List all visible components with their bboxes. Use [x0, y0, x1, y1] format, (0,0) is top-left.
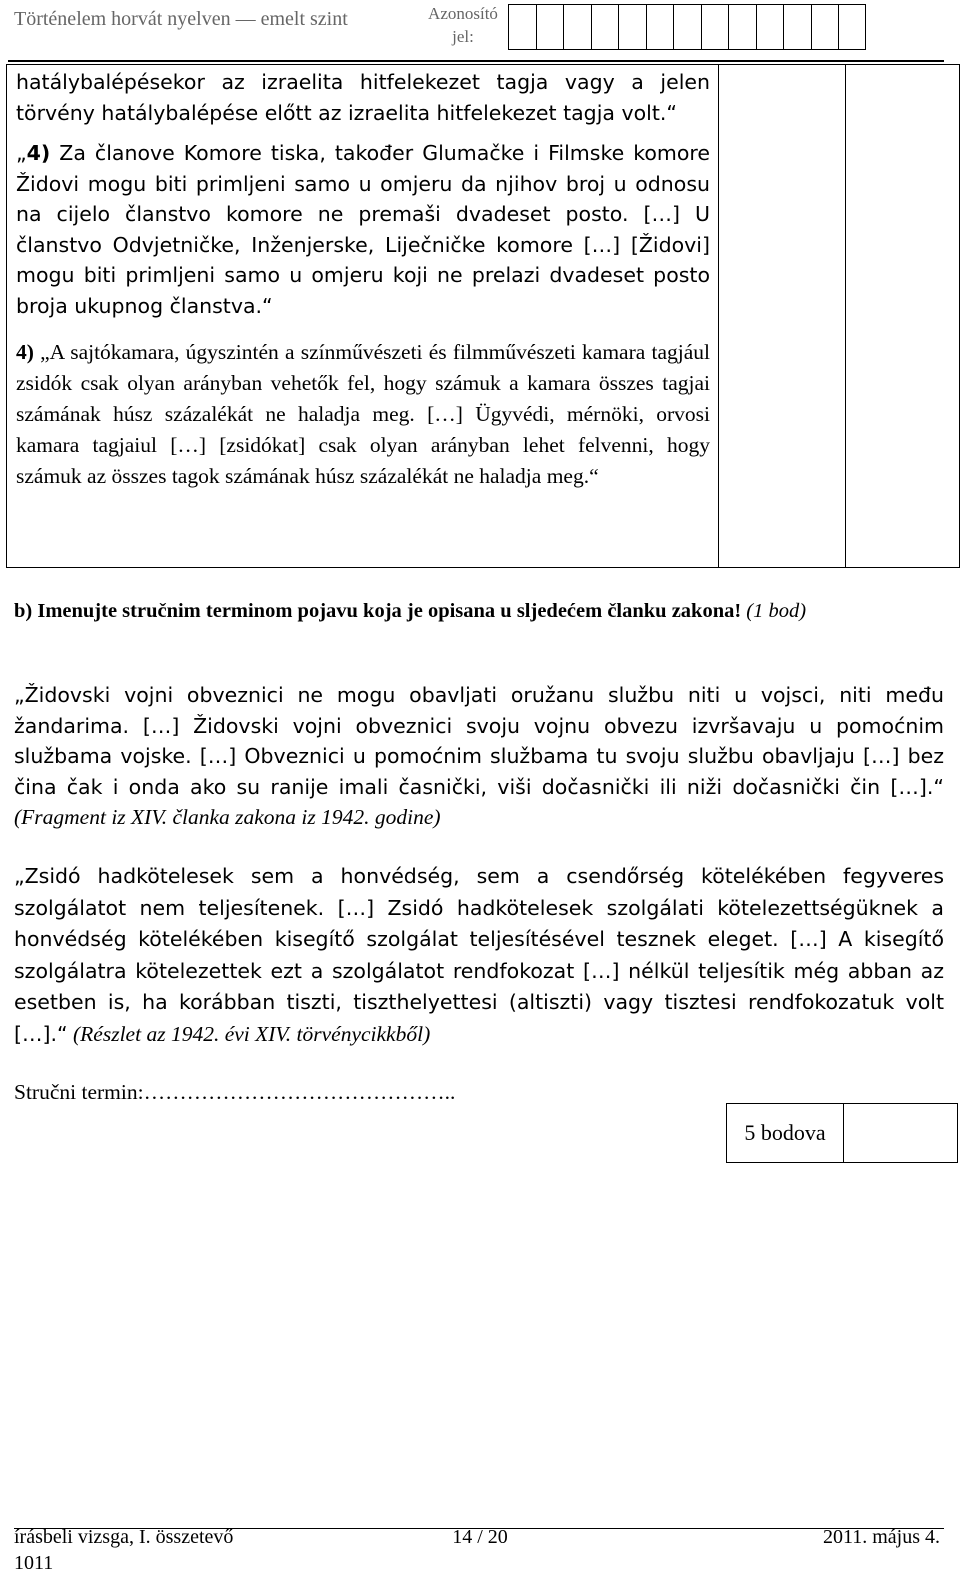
id-box[interactable] [563, 4, 591, 50]
footer-exam: írásbeli vizsga, I. összetevő [14, 1526, 234, 1548]
score-box [726, 1103, 958, 1163]
score-label: 5 bodova [727, 1104, 844, 1162]
id-label [422, 2, 504, 48]
source-hungarian-text: „A sajtókamara, úgyszintén a színművészeti és filmművészeti kamara tagjául zsidók csak olyan arányban vehetők fel, hogy számuk a kamara összes tagjai számának húsz százalékát ne haladja meg. […] Ügyvédi, mérnöki, orvosi kamara tagjaiul […] [zsidókat] csak olyan arányban lehet felvenni, hogy számuk az összes tagok számának húsz százalékát ne haladja meg.“ [16, 340, 710, 488]
source-croatian-text: Za članove Komore tiska, također Glumačke i Filmske komore Židovi mogu biti primljeni samo u omjeru da njihov broj u odnosu na cijelo članstvo komore ne premaši dvadeset posto. […] U članstvo Odvjetničke, Inženjerske, Liječničke komore […] [Židovi] mogu biti primljeni samo u omjeru koji ne prelazi dvadeset posto broja ukupnog članstva.“ [16, 141, 710, 318]
header-rule [8, 60, 944, 62]
id-box[interactable] [701, 4, 729, 50]
id-box[interactable] [838, 4, 866, 50]
id-box[interactable] [591, 4, 619, 50]
table-divider [845, 65, 846, 567]
id-label-line1: Azonosító [428, 4, 498, 23]
id-box[interactable] [646, 4, 674, 50]
table-divider [718, 65, 719, 567]
id-box[interactable] [783, 4, 811, 50]
source-cell [16, 67, 710, 492]
id-box[interactable] [728, 4, 756, 50]
footer-page-number: 14 / 20 [452, 1526, 508, 1548]
source-hungarian [16, 337, 710, 492]
source-text-hungarian [14, 861, 944, 1050]
sources-table [6, 64, 960, 568]
id-box[interactable] [811, 4, 839, 50]
source-continuation: hatálybalépésekor az izraelita hitfelekezet tagja vagy a jelen törvény hatálybalépése előtt az izraelita hitfelekezet tagja volt.“ [16, 70, 710, 125]
question-text: b) Imenujte stručnim terminom pojavu koja je opisana u sljedećem članku zakona! [14, 600, 742, 622]
source-number: 4) [26, 141, 51, 165]
source-hu-citation: (Részlet az 1942. évi XIV. törvénycikkből) [67, 1021, 431, 1046]
source-open-quote: „ [16, 141, 27, 165]
source-hr-text: „Židovski vojni obveznici ne mogu obavljati oružanu službu niti u vojsci, niti među žandarima. […] Židovski vojni obveznici svoju vojnu obvezu izvršavaju u pomoćnim službama vojske. […] Obveznici u pomoćnim službama tu svoju službu obavljaju […] bez čina čak i onda ako su ranije imali časnički, viši dočasnički ili niži dočasnički čin […].“ [14, 683, 944, 799]
source-number: 4) [16, 340, 34, 364]
question-points: (1 bod) [741, 600, 807, 622]
id-box[interactable] [536, 4, 564, 50]
id-box[interactable] [508, 4, 536, 50]
id-boxes [508, 4, 866, 50]
footer-code: 1011 [14, 1552, 54, 1574]
source-croatian [16, 138, 710, 321]
header-title: Történelem horvát nyelven — emelt szint [14, 8, 348, 30]
id-box[interactable] [618, 4, 646, 50]
source-hr-citation: (Fragment iz XIV. članka zakona iz 1942. godine) [14, 805, 441, 829]
source-hu-text: „Zsidó hadkötelesek sem a honvédség, sem a csendőrség kötelékében fegyveres szolgálatot nem teljesítenek. […] Zsidó hadkötelesek szolgálati kötelezettségüknek a honvédség kötelékében kisegítő szolgálat teljesítésével tesznek eleget. […] A kisegítő szolgálatra kötelezettek ezt a szolgálatot rendfokozat […] nélkül teljesítik még abban az esetben is, ha korábban tiszti, tiszthelyettesi (altiszti) vagy tisztesi rendfokozatuk volt […].“ [14, 864, 944, 1046]
footer-left [14, 1524, 314, 1576]
id-box[interactable] [756, 4, 784, 50]
question-b [14, 596, 944, 626]
source-text-croatian [14, 680, 944, 833]
id-box[interactable] [673, 4, 701, 50]
id-label-line2: jel: [452, 27, 474, 46]
footer-date: 2011. május 4. [822, 1526, 940, 1548]
score-field[interactable] [844, 1104, 957, 1162]
answer-line[interactable]: Stručni termin:…………………………………….. [14, 1080, 456, 1104]
